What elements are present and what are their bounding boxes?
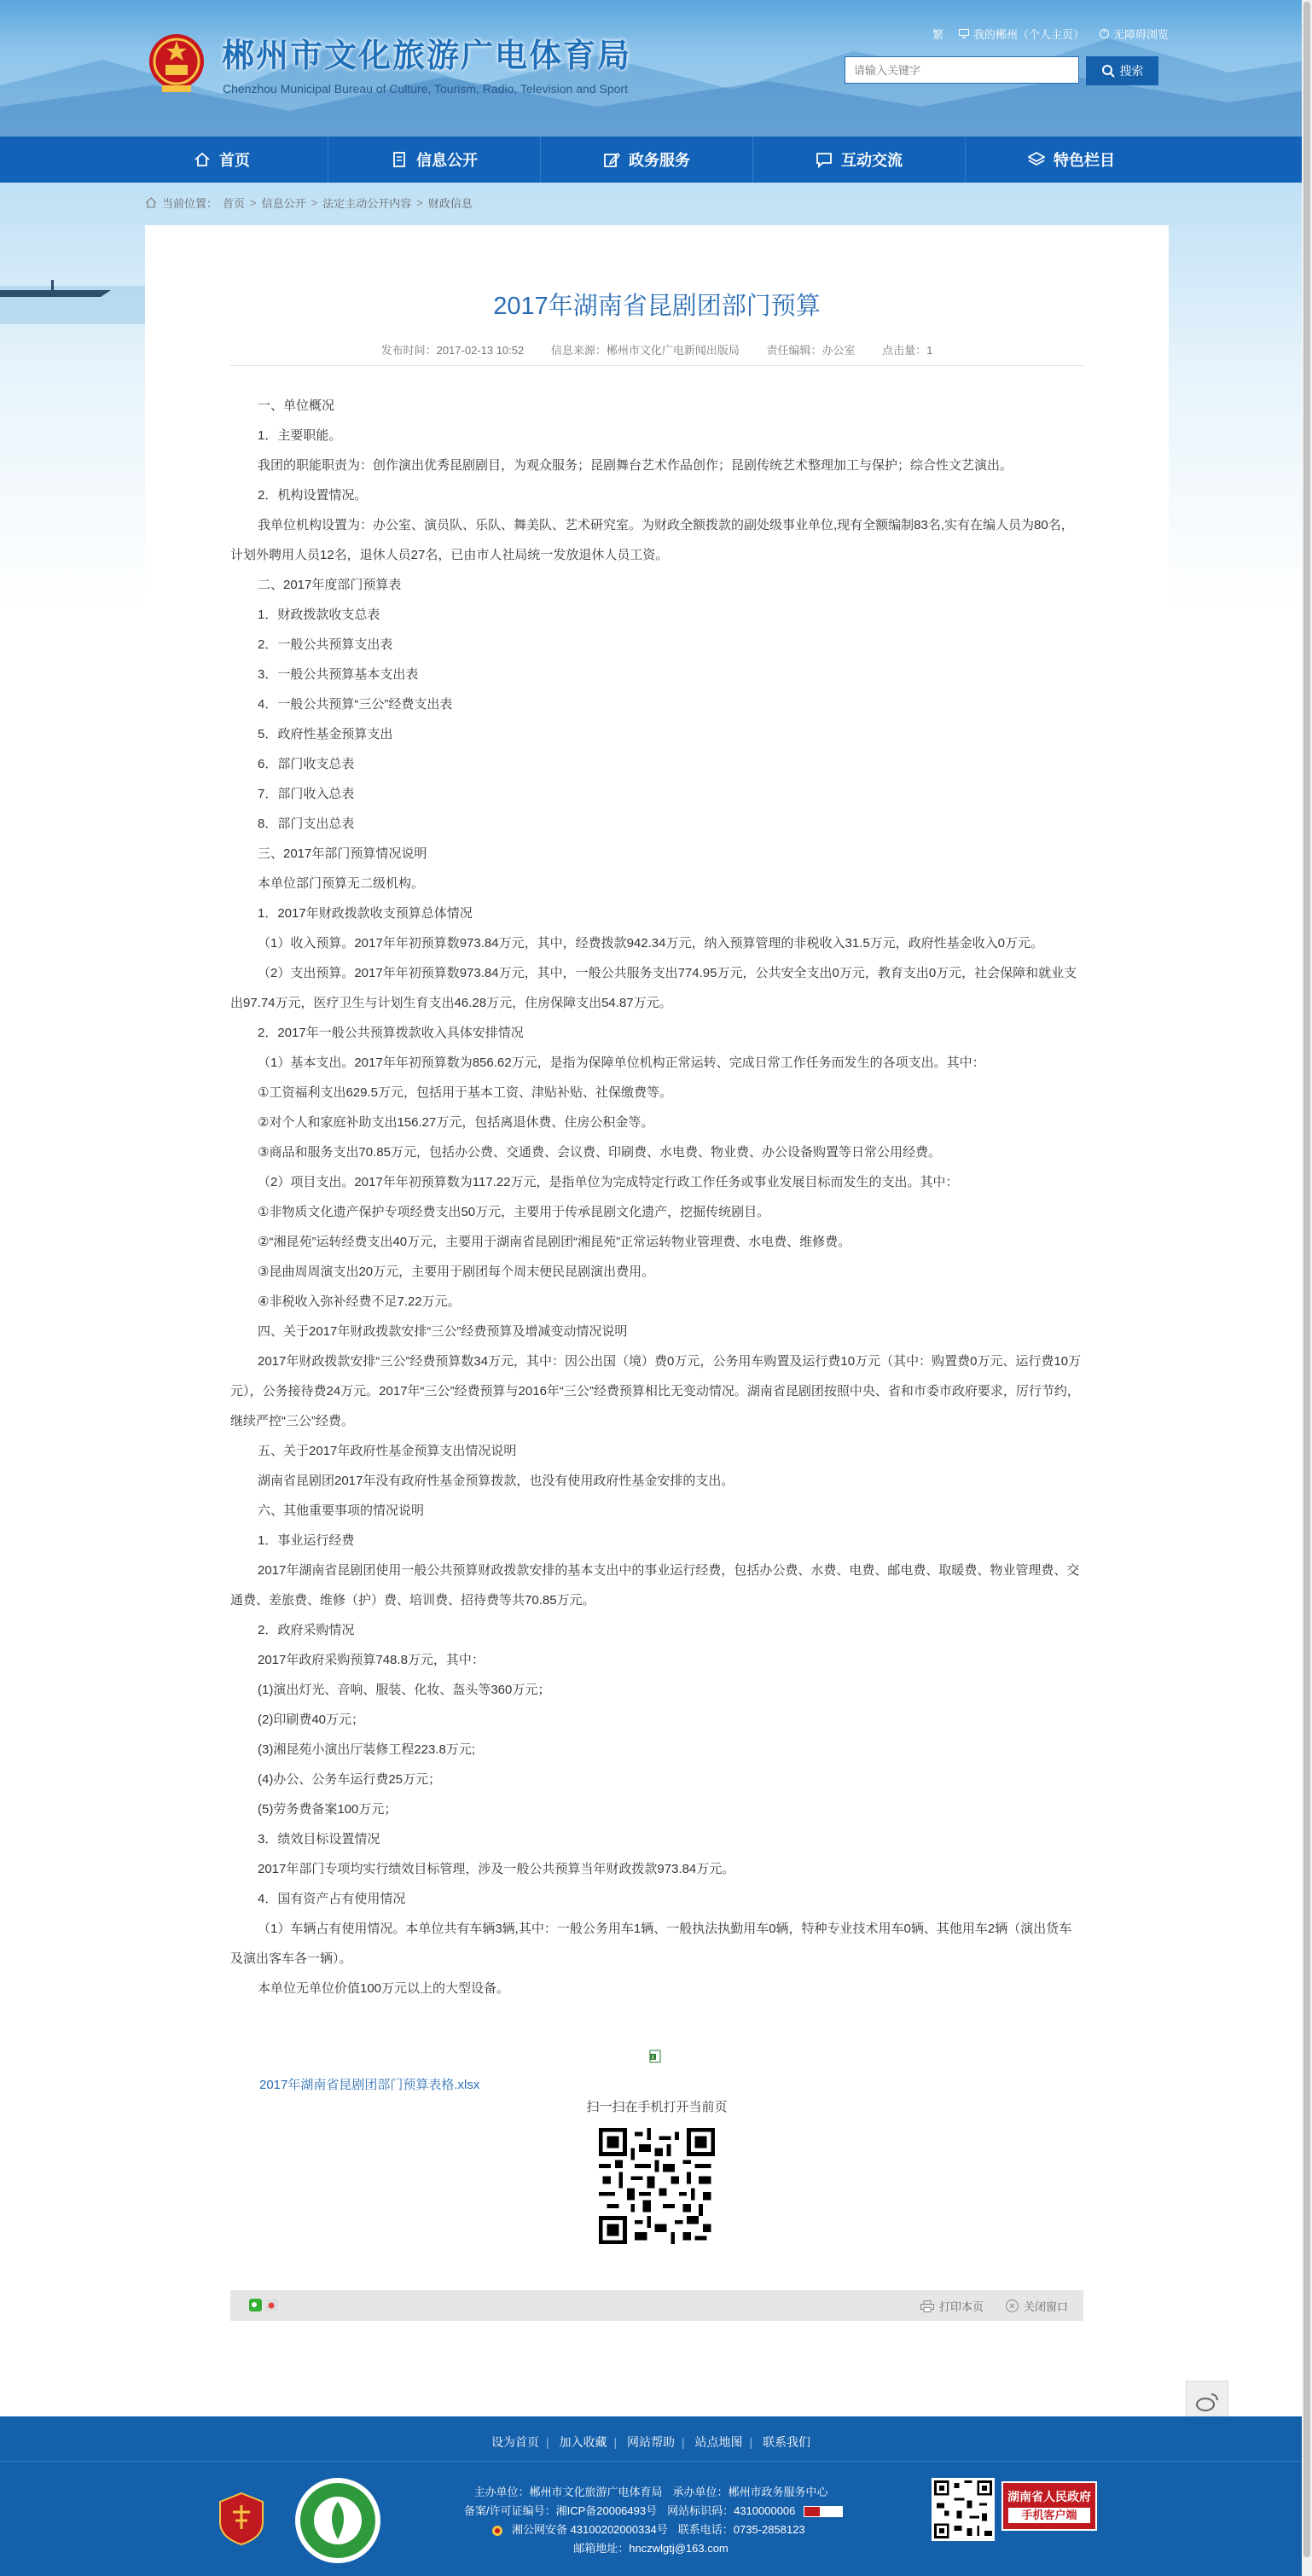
print-button[interactable]: 打印本页 — [920, 2298, 984, 2314]
my-chenzhou-link[interactable]: 我的郴州（个人主页） — [959, 26, 1084, 42]
provincial-app-badge[interactable]: 湖南省人民政府 手机客户端 — [1001, 2481, 1097, 2531]
search-input[interactable] — [845, 56, 1079, 84]
accessibility-icon — [1100, 29, 1109, 38]
accessibility-link[interactable]: 无障碍浏览 — [1100, 26, 1169, 42]
article-paragraph: 2．政府采购情况 — [258, 1623, 355, 1637]
site-header — [0, 0, 1312, 137]
article-paragraph: 湖南省昆剧团2017年没有政府性基金预算拨款，也没有使用政府性基金安排的支出。 — [258, 1474, 734, 1488]
footer-link-contact[interactable]: 联系我们 — [763, 2435, 811, 2449]
article-paragraph: 8．部门支出总表 — [258, 817, 355, 831]
main-nav — [0, 137, 1312, 183]
article-paragraph: 6．部门收支总表 — [258, 757, 355, 771]
footer-link-sitemap[interactable]: 站点地图 — [694, 2435, 743, 2449]
article-paragraph: 1．主要职能。 — [258, 428, 342, 443]
article-paragraph: 3．一般公共预算基本支出表 — [258, 667, 419, 682]
traditional-chinese-link[interactable]: 繁 — [932, 28, 943, 41]
article-paragraph: 7．部门收入总表 — [258, 787, 355, 801]
article-meta — [145, 341, 1169, 358]
qr-code — [599, 2128, 715, 2244]
article-paragraph: 2．2017年一般公共预算拨款收入具体安排情况 — [258, 1026, 524, 1040]
home-icon — [145, 197, 157, 208]
article-paragraph: ④非税收入弥补经费不足7.22万元。 — [258, 1294, 461, 1309]
article-paragraph: ②“湘昆苑”运转经费支出40万元，主要用于湖南省昆剧团“湘昆苑”正常运转物业管理费、水电费、维修费。 — [258, 1235, 851, 1249]
article-paragraph: 1．事业运行经费 — [258, 1533, 355, 1548]
article-title: 2017年湖南省昆剧团部门预算 — [493, 293, 821, 320]
article-paragraph: 三、2017年部门预算情况说明 — [258, 846, 427, 861]
article-paragraph: ③昆曲周周演支出20万元，主要用于剧团每个周末便民昆剧演出费用。 — [258, 1265, 655, 1279]
article-paragraph: （1）收入预算。2017年年初预算数973.84万元，其中，经费拨款942.34万元，纳入预算管理的非税收入31.5万元，政府性基金收入0万元。 — [258, 936, 1044, 951]
article-paragraph: （1）基本支出。2017年年初预算数为856.62万元，是指为保障单位机构正常运转、完成日常工作任务而发生的各项支出。其中： — [258, 1055, 985, 1070]
edit-icon — [603, 151, 620, 168]
nav-info-disclosure[interactable]: 信息公开 — [328, 137, 541, 183]
breadcrumb-statutory[interactable]: 法定主动公开内容 — [322, 197, 412, 210]
footer-host: 主办单位：郴州市文化旅游广电体育局 — [473, 2486, 663, 2498]
attachment-link[interactable]: 2017年湖南省昆剧团部门预算表格.xlsx — [259, 2078, 480, 2092]
view-count: 点击量：1 — [882, 344, 933, 357]
boat-decoration — [0, 256, 145, 324]
article-paragraph: ①工资福利支出629.5万元，包括用于基本工资、津贴补贴、社保缴费等。 — [258, 1085, 672, 1100]
document-icon — [391, 151, 408, 168]
article-paragraph: 3．绩效目标设置情况 — [258, 1832, 380, 1846]
police-badge-icon — [491, 2525, 503, 2537]
footer-link-help[interactable]: 网站帮助 — [627, 2435, 675, 2449]
weibo-icon — [1195, 2392, 1219, 2412]
scrollbar-thumb[interactable] — [1303, 2, 1310, 2557]
excel-file-icon — [648, 2050, 662, 2063]
article-paragraph: 2017年政府采购预算748.8万元，其中： — [258, 1653, 485, 1667]
search-box — [845, 56, 1169, 85]
svg-text:X: X — [651, 2055, 655, 2061]
title-divider — [230, 365, 1083, 366]
article-paragraph: 2．机构设置情况。 — [258, 488, 368, 503]
footer-organizer: 承办单位：郴州市政务服务中心 — [672, 2486, 828, 2498]
home-icon — [194, 151, 211, 168]
article-paragraph: (5)劳务费备案100万元； — [258, 1802, 398, 1817]
article-paragraph: 五、关于2017年政府性基金预算支出情况说明 — [258, 1444, 517, 1458]
article-paragraph: (2)印刷费40万元； — [258, 1712, 365, 1727]
breadcrumb-info[interactable]: 信息公开 — [261, 197, 306, 210]
footer-email: 邮箱地址：hnczwlgtj@163.com — [573, 2542, 729, 2555]
site-footer — [0, 2416, 1302, 2576]
site-subtitle: Chenzhou Municipal Bureau of Culture, Tourism, Radio, Television and Sport — [223, 82, 628, 96]
article-paragraph: （1）车辆占有使用情况。本单位共有车辆3辆,其中：一般公务用车1辆、一般执法执勤用车0辆，特种专业技术用车0辆、其他用车2辆（演出货车及演出客车各一辆）。 — [230, 1922, 1072, 1966]
article-paragraph: ①非物质文化遗产保护专项经费支出50万元，主要用于传承昆剧文化遗产，挖掘传统剧目。 — [258, 1205, 770, 1219]
nav-interaction[interactable]: 互动交流 — [753, 137, 966, 183]
info-source: 信息来源：郴州市文化广电新闻出版局 — [550, 344, 740, 357]
chat-icon — [816, 151, 833, 168]
article-paragraph: 2017年部门专项均实行绩效目标管理，涉及一般公共预算当年财政拨款973.84万元。 — [258, 1862, 735, 1876]
article-paragraph: 二、2017年度部门预算表 — [258, 578, 402, 592]
article-paragraph: 2017年财政拨款安排“三公”经费预算数34万元，其中：因公出国（境）费0万元，公务用车购置及运行费10万元（其中：购置费0万元、运行费10万元），公务接待费24万元。2017年“三公”经费预算与2016年“三公”经费预算相比无变动情况。湖南省昆剧团按照中央、省和市委市政府要求，厉行节约，继续严控“三公”经费。 — [230, 1354, 1082, 1428]
article-paragraph: 2．一般公共预算支出表 — [258, 637, 393, 652]
nav-home[interactable]: 首页 — [116, 137, 328, 183]
footer-site-code: 网站标识码：4310000006 — [667, 2504, 796, 2517]
article-paragraph: 我团的职能职责为：创作演出优秀昆剧剧目，为观众服务；昆剧舞台艺术作品创作；昆剧传统艺术整理加工与保护；综合性文艺演出。 — [258, 458, 1013, 473]
breadcrumb-home[interactable]: 首页 — [223, 197, 246, 210]
footer-links: 设为首页 | 加入收藏 | 网站帮助 | 站点地图 | 联系我们 — [491, 2435, 811, 2449]
search-button[interactable]: 搜索 — [1086, 56, 1158, 85]
site-title: 郴州市文化旅游广电体育局 — [222, 38, 632, 74]
article-paragraph: 1．财政拨款收支总表 — [258, 608, 380, 622]
footer-icp[interactable]: 备案/许可证编号：湘ICP备20006493号 — [463, 2504, 658, 2517]
article-paragraph: 4．一般公共预算“三公”经费支出表 — [258, 697, 453, 712]
article-paragraph: 六、其他重要事项的情况说明 — [258, 1503, 425, 1518]
article-body — [230, 391, 1083, 2003]
publish-time: 发布时间：2017-02-13 10:52 — [380, 344, 525, 357]
article-paragraph: 一、单位概况 — [258, 398, 335, 413]
breadcrumb-finance[interactable]: 财政信息 — [427, 197, 473, 210]
scrollbar[interactable] — [1302, 0, 1312, 2576]
printer-icon — [920, 2300, 934, 2312]
close-window-button[interactable]: 关闭窗口 — [1006, 2298, 1068, 2314]
layers-icon — [1028, 151, 1045, 168]
article-toolbar — [230, 2290, 1083, 2321]
article-paragraph: 5．政府性基金预算支出 — [258, 727, 393, 741]
article-paragraph: (4)办公、公务车运行费25万元； — [258, 1772, 442, 1787]
article-panel — [145, 225, 1169, 2389]
article-paragraph: （2）项目支出。2017年年初预算数为117.22万元，是指单位为完成特定行政工作任务或事业发展目标而发生的支出。其中： — [258, 1175, 959, 1189]
error-correction-icon[interactable] — [804, 2506, 843, 2517]
top-links — [932, 26, 1169, 42]
footer-link-favorite[interactable]: 加入收藏 — [559, 2435, 607, 2449]
article-paragraph: (1)演出灯光、音响、服装、化妆、盔头等360万元； — [258, 1683, 551, 1697]
share-icons — [249, 2299, 278, 2311]
nav-featured[interactable]: 特色栏目 — [966, 137, 1177, 183]
article-paragraph: 我单位机构设置为：办公室、演员队、乐队、舞美队、艺术研究室。为财政全额拨款的副处级事业单位,现有全额编制83名,实有在编人员为80名，计划外聘用人员12名，退休人员27名，已由市人社局统一发放退休人员工资。 — [230, 518, 1074, 562]
responsible-editor: 责任编辑：办公室 — [766, 344, 856, 357]
national-emblem-icon — [147, 29, 206, 97]
article-paragraph: （2）支出预算。2017年年初预算数973.84万元，其中，一般公共服务支出774.95万元，公共安全支出0万元，教育支出0万元，社会保障和就业支出97.74万元，医疗卫生与计划生育支出46.28万元，住房保障支出54.87万元。 — [230, 966, 1077, 1010]
breadcrumb: 当前位置： 首页 > 信息公开 > 法定主动公开内容 > 财政信息 — [145, 195, 473, 211]
article-paragraph: (3)湘昆苑小演出厅装修工程223.8万元; — [258, 1742, 476, 1757]
nav-gov-services[interactable]: 政务服务 — [541, 137, 753, 183]
article-paragraph: 2017年湖南省昆剧团使用一般公共预算财政拨款安排的基本支出中的事业运行经费，包括办公费、水费、电费、邮电费、取暖费、物业管理费、交通费、差旅费、维修（护）费、培训费、招待费等共70.85万元。 — [230, 1563, 1080, 1608]
article-paragraph: ②对个人和家庭补助支出156.27万元，包括离退休费、住房公积金等。 — [258, 1115, 654, 1130]
article-paragraph: 本单位部门预算无二级机构。 — [258, 876, 425, 891]
article-paragraph: 本单位无单位价值100万元以上的大型设备。 — [258, 1981, 510, 1996]
footer-phone: 联系电话：0735-2858123 — [677, 2523, 805, 2536]
wechat-icon[interactable] — [249, 2299, 262, 2311]
footer-link-homepage[interactable]: 设为首页 — [491, 2435, 539, 2449]
article-paragraph: 4．国有资产占有使用情况 — [258, 1892, 406, 1906]
search-icon — [1101, 64, 1115, 78]
weibo-icon[interactable] — [265, 2299, 278, 2311]
qr-caption: 扫一扫在手机打开当前页 — [586, 2100, 728, 2114]
article-paragraph: 四、关于2017年财政拨款安排“三公”经费预算及增减变动情况说明 — [258, 1324, 628, 1339]
close-circle-icon — [1006, 2300, 1019, 2312]
footer-qr-code — [932, 2478, 995, 2541]
footer-info — [0, 2483, 1302, 2558]
article-paragraph: ③商品和服务支出70.85万元，包括办公费、交通费、会议费、印刷费、水电费、物业费、办公设备购置等日常公用经费。 — [258, 1145, 941, 1160]
article-paragraph: 1．2017年财政拨款收支预算总体情况 — [258, 906, 473, 921]
monitor-icon — [959, 29, 969, 38]
footer-police[interactable]: 湘公网安备 43100202000334号 — [511, 2523, 668, 2536]
